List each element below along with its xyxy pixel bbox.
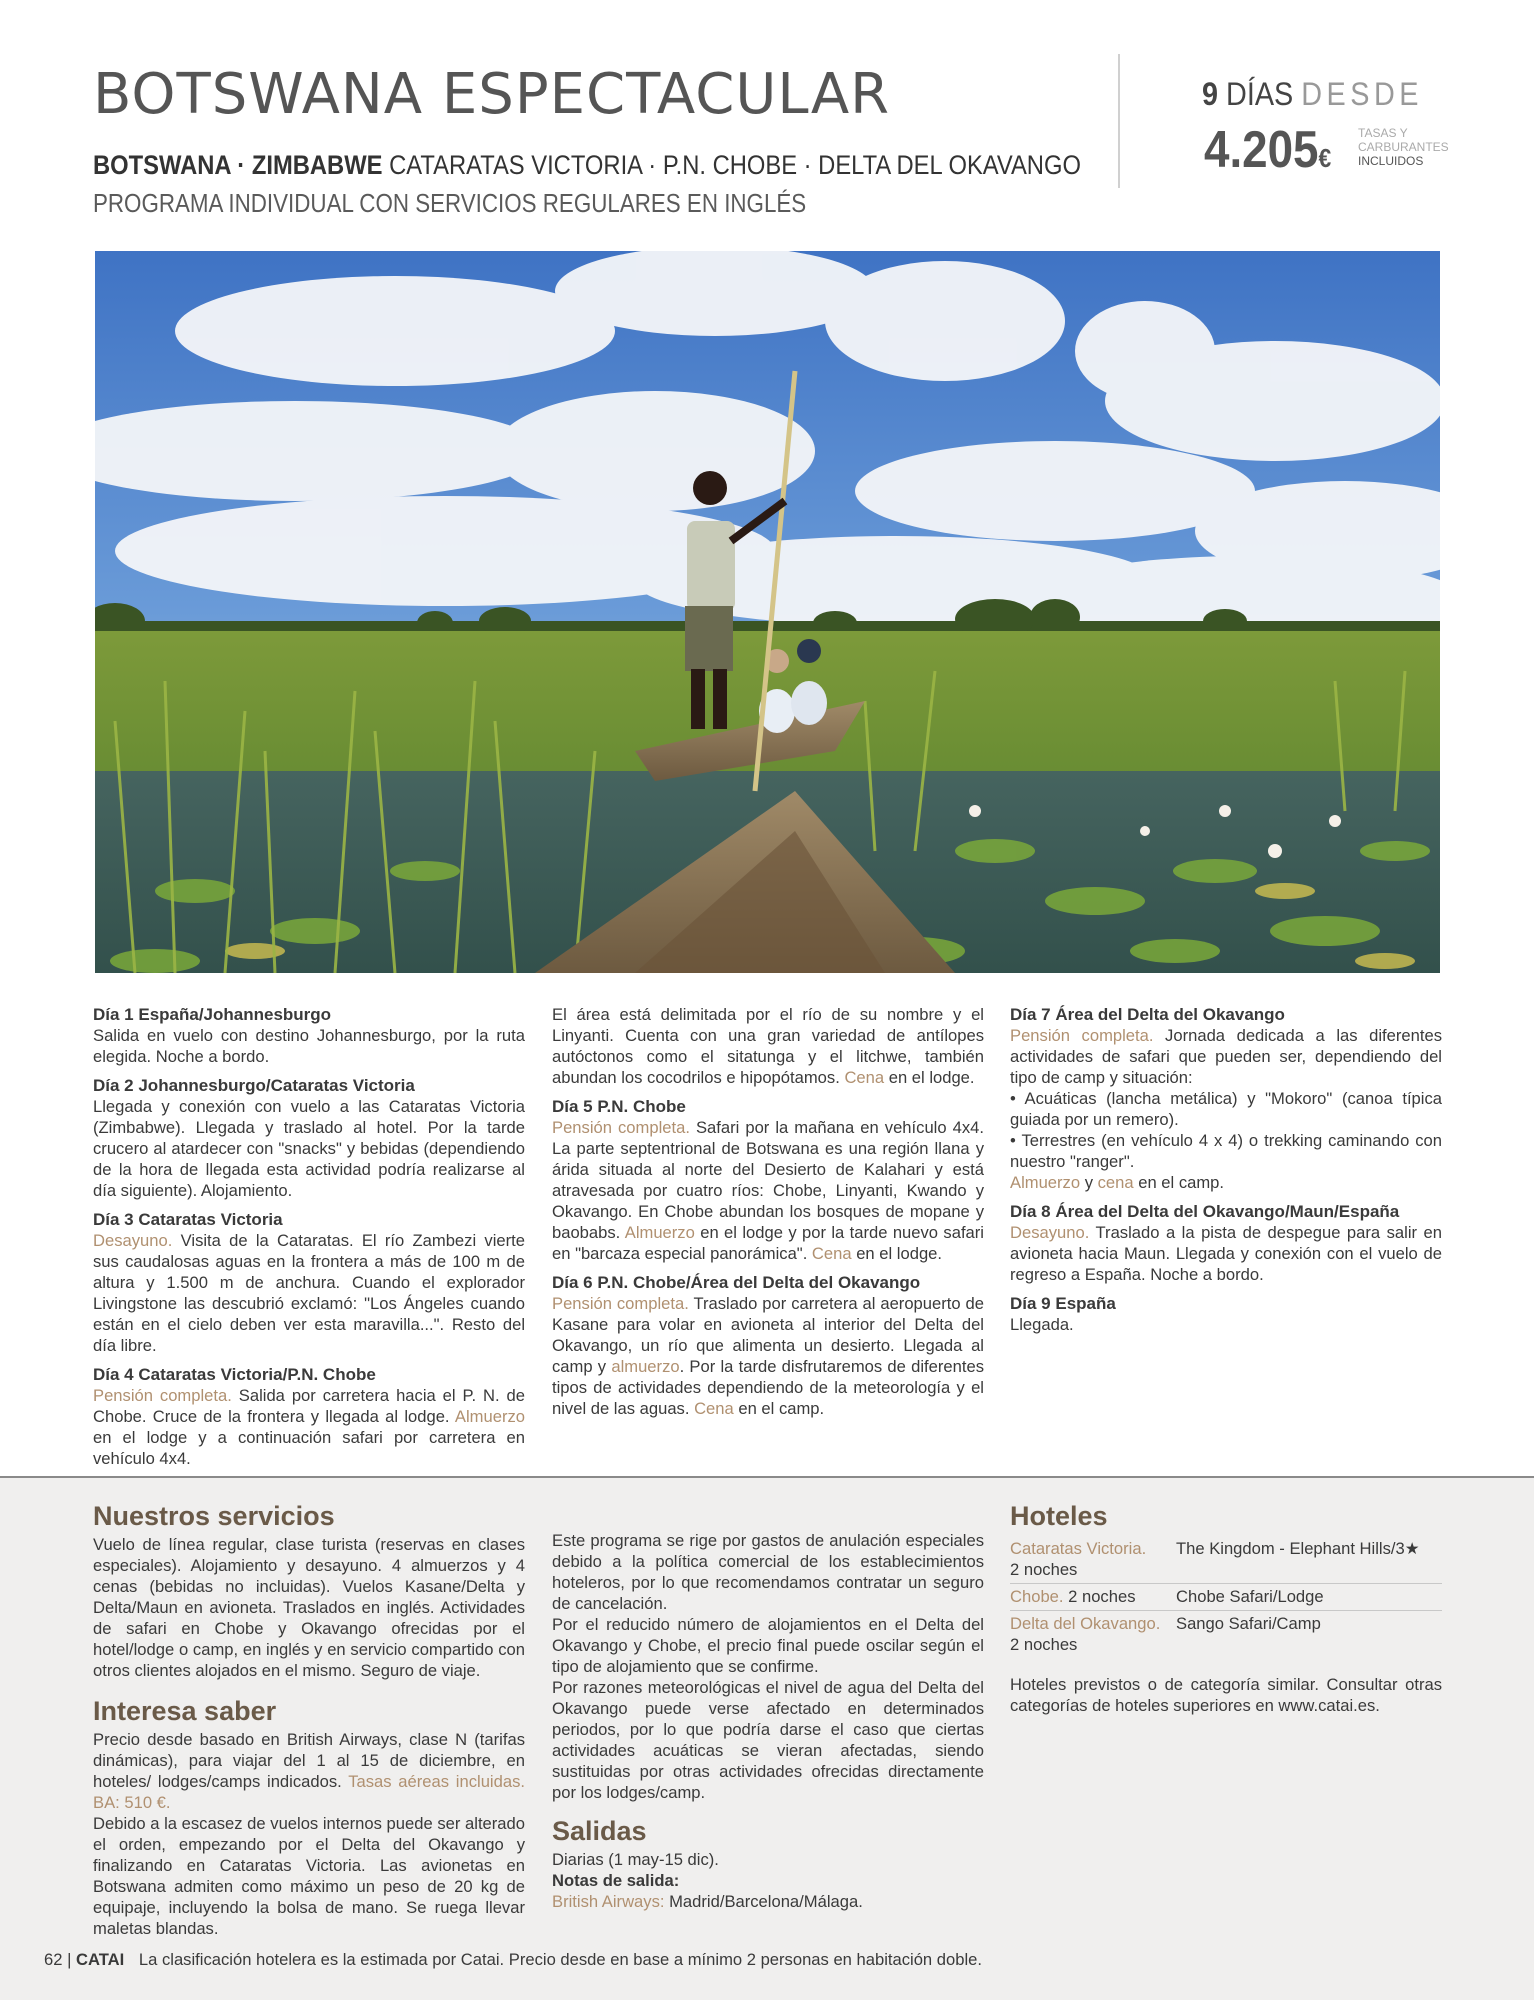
interesa-heading: Interesa saber xyxy=(93,1696,277,1726)
day-body: en el lodge. xyxy=(851,1244,943,1263)
itinerary-day xyxy=(93,1004,525,1067)
hero-photo xyxy=(95,251,1440,973)
table-row xyxy=(1010,1584,1442,1611)
hotel-location xyxy=(1010,1584,1176,1611)
day-body: en el camp. xyxy=(1133,1173,1224,1192)
interesa-text: Debido a la escasez de vuelos internos puede ser alterado el orden, empezando por el Delta del Okavango y finalizando en Cataratas Victoria. Las avionetas en Botswana admiten como máximo un peso de 20 kg de equipaje, incluyendo la bolsa de mano. Se ruega llevar maletas blandas. xyxy=(93,1814,525,1938)
itinerary-day xyxy=(93,1075,525,1201)
hotel-name: The Kingdom - Elephant Hills/3★ xyxy=(1176,1539,1420,1558)
meal-highlight: Pensión completa. xyxy=(552,1294,689,1313)
meal-highlight: Desayuno. xyxy=(93,1231,173,1250)
hotel-location xyxy=(1010,1536,1176,1584)
location-name: Cataratas Victoria. xyxy=(1010,1539,1147,1558)
table-row xyxy=(1010,1611,1442,1659)
day-title: Día 3 Cataratas Victoria xyxy=(93,1210,283,1229)
day-text xyxy=(552,1293,984,1419)
taxes-note xyxy=(1358,126,1449,168)
price xyxy=(1204,120,1331,180)
meal-highlight: Desayuno. xyxy=(1010,1223,1090,1242)
location-name: Delta del Okavango. xyxy=(1010,1614,1161,1633)
meal-highlight: cena xyxy=(1097,1173,1134,1192)
page-title: BOTSWANA ESPECTACULAR xyxy=(93,62,891,127)
hotel-location xyxy=(1010,1611,1176,1659)
nights: 2 noches xyxy=(1010,1560,1078,1579)
meal-highlight: almuerzo xyxy=(611,1357,680,1376)
hotel-name: Chobe Safari/Lodge xyxy=(1176,1587,1324,1606)
services-heading: Nuestros servicios xyxy=(93,1501,335,1531)
page-footer xyxy=(44,1950,982,1970)
day-text xyxy=(93,1230,525,1356)
itinerary-day-continued xyxy=(552,1004,984,1088)
day-title: Día 4 Cataratas Victoria/P.N. Chobe xyxy=(93,1365,376,1384)
header-divider xyxy=(1118,54,1120,188)
meal-highlight: Cena xyxy=(694,1399,734,1418)
day-title: Día 8 Área del Delta del Okavango/Maun/España xyxy=(1010,1202,1400,1221)
meal-highlight: Almuerzo xyxy=(454,1407,525,1426)
day-body: El área está delimitada por el río de su nombre y el Linyanti. Cuenta con una gran variedad de antílopes autóctonos como el sitatunga y el litchwe, también abundan los cocodrilos e hipopótamos. xyxy=(552,1005,984,1087)
notas-text xyxy=(552,1891,984,1912)
meal-highlight: Pensión completa. xyxy=(1010,1026,1154,1045)
day-text: Llegada y conexión con vuelo a las Cataratas Victoria (Zimbabwe). Llegada y traslado al hotel. Por la tarde crucero al atardecer con "snacks" y bebidas (dependiendo de la hora de llegada esta actividad podría realizarse al día siguiente). Alojamiento. xyxy=(93,1097,525,1200)
airline-name: British Airways: xyxy=(552,1892,665,1911)
day-body: Traslado por carretera al aeropuerto de Kasane para volar en avioneta al interior del Delta del Okavango, un río que alimenta un desierto. Llegada al camp y xyxy=(552,1294,984,1376)
table-row xyxy=(1010,1536,1442,1584)
itinerary-day xyxy=(1010,1293,1442,1335)
hotel-name: Sango Safari/Camp xyxy=(1176,1614,1321,1633)
day-body: Jornada dedicada a las diferentes actividades de safari que pueden ser, dependiendo del tipo de camp y situación: xyxy=(1010,1026,1442,1087)
day-body: en el lodge y a continuación safari por carretera en vehículo 4x4. xyxy=(93,1428,525,1468)
itinerary-column-1 xyxy=(93,1004,525,1477)
brand-name: CATAI xyxy=(76,1950,125,1969)
activity-bullet: • Acuáticas (lancha metálica) y "Mokoro" (canoa típica guiada por un remero). xyxy=(1010,1089,1442,1129)
day-body: Traslado a la pista de despegue para salir en avioneta hacia Maun. Llegada y conexión con el vuelo de regreso a España. Noche a bordo. xyxy=(1010,1223,1442,1284)
nights: 2 noches xyxy=(1068,1587,1136,1606)
day-text xyxy=(552,1004,984,1088)
salidas-heading: Salidas xyxy=(552,1816,647,1846)
meal-highlight: Almuerzo xyxy=(1010,1173,1081,1192)
duration xyxy=(1202,76,1423,113)
day-text xyxy=(1010,1025,1442,1088)
itinerary-column-3 xyxy=(1010,1004,1442,1343)
taxes-included: INCLUIDOS xyxy=(1358,154,1424,168)
itinerary-day xyxy=(552,1096,984,1264)
notas-heading: Notas de salida: xyxy=(552,1871,680,1890)
notes-column xyxy=(552,1530,984,1912)
day-body: Safari por la mañana en vehículo 4x4. La parte septentrional de Botswana es una región llana y árida situada al norte del Desierto de Kalahari y está atravesada por cuatro ríos: Chobe, Linyanti, Kwando y Okavango. En Chobe abundan los bosques de mopane y baobabs. xyxy=(552,1118,984,1242)
hotels-note: Hoteles previstos o de categoría similar. Consultar otras categorías de hoteles superiores en www.catai.es. xyxy=(1010,1675,1442,1715)
day-body: Salida por carretera hacia el P. N. de Chobe. Cruce de la frontera y llegada al lodge. xyxy=(93,1386,525,1426)
day-text xyxy=(1010,1222,1442,1285)
taxes-line: TASAS Y xyxy=(1358,126,1408,140)
meal-highlight: Pensión completa. xyxy=(93,1386,232,1405)
day-text: Llegada. xyxy=(1010,1315,1074,1334)
meal-highlight: Almuerzo xyxy=(624,1223,695,1242)
itinerary-day xyxy=(1010,1201,1442,1285)
meal-highlight: Pensión completa. xyxy=(552,1118,690,1137)
itinerary-column-2 xyxy=(552,1004,984,1427)
day-title: Día 1 España/Johannesburgo xyxy=(93,1005,332,1024)
services-text: Vuelo de línea regular, clase turista (reservas en clases especiales). Alojamiento y desayuno. 4 almuerzos y 4 cenas (bebidas no incluidas). Vuelos Kasane/Delta y Delta/Maun en avioneta. Traslados en inglés. Actividades de safari en Chobe y Okavango ofrecidas por el hotel/lodge o camp, en inglés y en servicio compartido con otros clientes alojados en el mismo. Seguro de viaje. xyxy=(93,1535,525,1680)
day-title: Día 7 Área del Delta del Okavango xyxy=(1010,1005,1285,1024)
itinerary-day xyxy=(552,1272,984,1419)
day-text xyxy=(1010,1172,1442,1193)
day-body: . Por la tarde disfrutaremos de diferentes tipos de actividades dependiendo de la meteorología y el nivel de las aguas. xyxy=(552,1357,984,1418)
interesa-text xyxy=(93,1729,525,1813)
interesa-body: Precio desde basado en British Airways, clase N (tarifas dinámicas), para viajar del 1 al 15 de diciembre, en hoteles/ lodges/camps indicados. xyxy=(93,1730,525,1791)
taxes-highlight: Tasas aéreas incluidas. BA: 510 €. xyxy=(93,1772,525,1812)
day-text xyxy=(552,1117,984,1264)
days-label: DÍAS xyxy=(1226,76,1294,112)
footer-note: La clasificación hotelera es la estimada por Catai. Precio desde en base a mínimo 2 personas en habitación doble. xyxy=(138,1950,982,1969)
route-subtitle xyxy=(93,150,1081,181)
day-body: en el camp. xyxy=(733,1399,825,1418)
desde-label: DESDE xyxy=(1301,76,1423,112)
day-text: Salida en vuelo con destino Johannesburgo, por la ruta elegida. Noche a bordo. xyxy=(93,1026,525,1066)
day-body: Visita de la Cataratas. El río Zambezi vierte sus caudalosas aguas en la frontera a más de 100 m de altura y 1.500 m de anchura. Cuando el explorador Livingstone las descubrió exclamó: "Los Ángeles cuando están en el cielo deben ver esta maravilla...". Resto del día libre. xyxy=(93,1231,525,1355)
note-paragraph: Este programa se rige por gastos de anulación especiales debido a la política comercial de los establecimientos hoteleros, por lo que recomendamos contratar un seguro de cancelación. xyxy=(552,1531,984,1613)
note-paragraph: Por razones meteorológicas el nivel de agua del Delta del Okavango puede verse afectado en determinados periodos, por lo que podría darse el caso que ciertas actividades acuáticas se vieran afectadas, siendo sustituidas por otras actividades ofrecidas directamente por los lodges/camp. xyxy=(552,1678,984,1802)
itinerary-day xyxy=(1010,1004,1442,1193)
hotels-column xyxy=(1010,1500,1442,1716)
hotels-heading: Hoteles xyxy=(1010,1501,1108,1531)
salidas-text: Diarias (1 may-15 dic). xyxy=(552,1850,719,1869)
location-name: Chobe. xyxy=(1010,1587,1064,1606)
activity-bullet: • Terrestres (en vehículo 4 x 4) o trekking caminando con nuestro "ranger". xyxy=(1010,1131,1442,1171)
day-body: y xyxy=(1080,1173,1098,1192)
countries: BOTSWANA · ZIMBABWE xyxy=(93,150,383,180)
itinerary-day xyxy=(93,1364,525,1469)
day-body: en el lodge. xyxy=(884,1068,975,1087)
program-type: PROGRAMA INDIVIDUAL CON SERVICIOS REGULARES EN INGLÉS xyxy=(93,188,807,218)
places: CATARATAS VICTORIA · P.N. CHOBE · DELTA DEL OKAVANGO xyxy=(389,150,1081,180)
day-text xyxy=(93,1385,525,1469)
page-number: 62 xyxy=(44,1950,63,1969)
price-value: 4.205 xyxy=(1204,121,1319,179)
meal-highlight: Cena xyxy=(844,1068,885,1087)
day-title: Día 2 Johannesburgo/Cataratas Victoria xyxy=(93,1076,415,1095)
day-body: en el lodge y por la tarde nuevo safari en "barcaza especial panorámica". xyxy=(552,1223,984,1263)
taxes-line: CARBURANTES xyxy=(1358,140,1449,154)
days-number: 9 xyxy=(1202,76,1219,112)
nights: 2 noches xyxy=(1010,1635,1078,1654)
note-paragraph: Por el reducido número de alojamientos en el Delta del Okavango y Chobe, el precio final puede oscilar según el tipo de alojamiento que se confirme. xyxy=(552,1615,984,1676)
services-column xyxy=(93,1500,525,1939)
hotels-table xyxy=(1010,1536,1442,1658)
footer-separator: | xyxy=(67,1950,72,1969)
day-title: Día 9 España xyxy=(1010,1294,1116,1313)
meal-highlight: Cena xyxy=(811,1244,852,1263)
departure-cities: Madrid/Barcelona/Málaga. xyxy=(664,1892,863,1911)
day-title: Día 6 P.N. Chobe/Área del Delta del Okavango xyxy=(552,1273,921,1292)
day-title: Día 5 P.N. Chobe xyxy=(552,1097,686,1116)
price-currency: € xyxy=(1318,143,1332,173)
itinerary-day xyxy=(93,1209,525,1356)
